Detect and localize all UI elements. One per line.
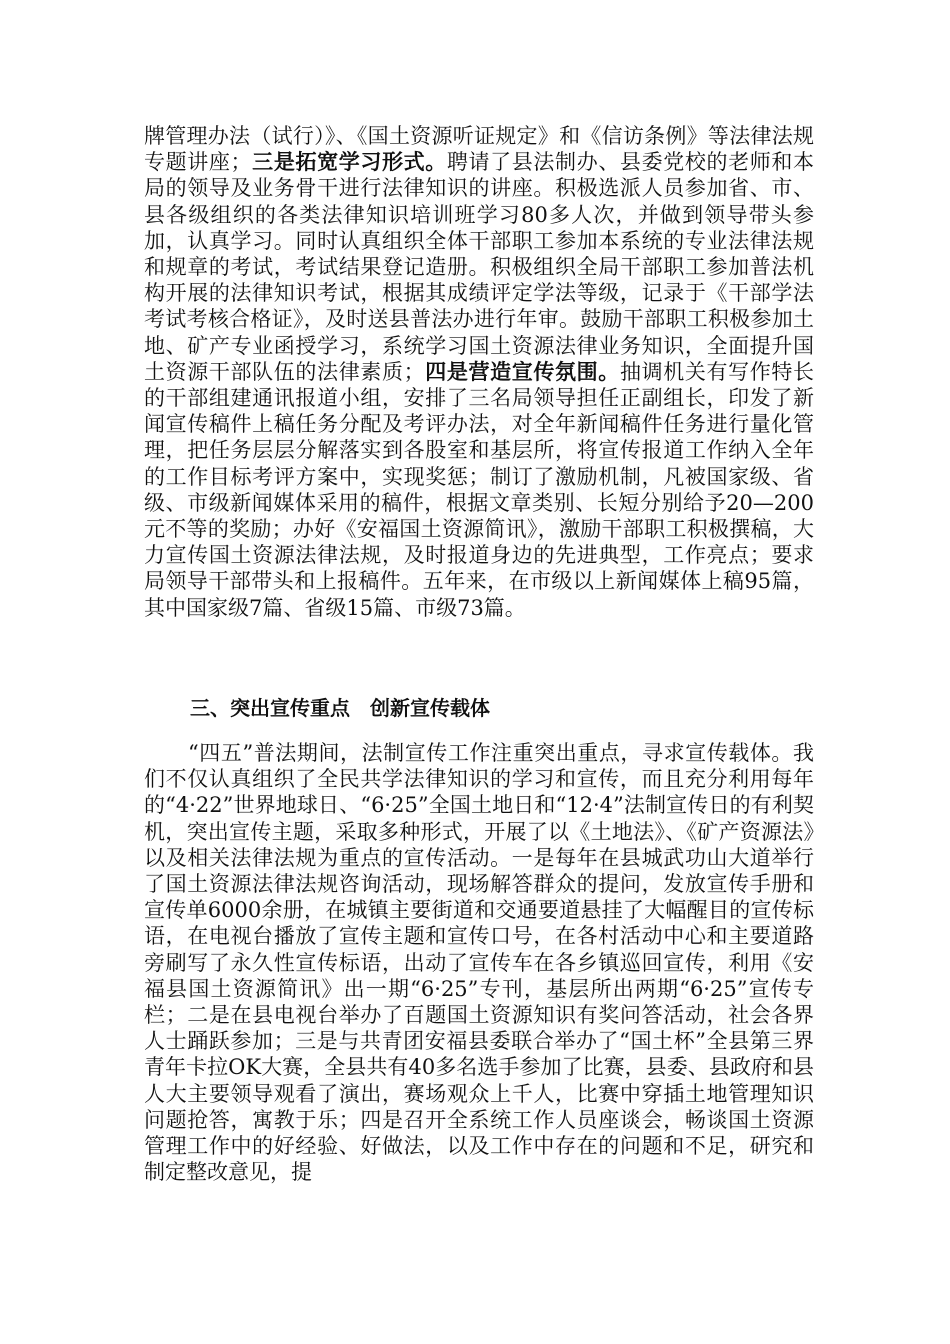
paragraph-text: 抽调机关有写作特长的干部组建通讯报道小组，安排了三名局领导担任正副组长，印发了新闻宣传稿件上稿任务分配及考评办法，对全年新闻稿件任务进行量化管理，把任务层层分解落实到各股室和基层所，将宣传报道工作纳入全年的工作目标考评方案中，实现奖惩；制订了激励机制，凡被国家级、省级、市级新闻媒体采用的稿件，根据文章类别、长短分别给予20—200元不等的奖励；办好《安福国土资源简讯》，激励干部职工积极撰稿，大力宣传国土资源法律法规，及时报道身边的先进典型，工作亮点；要求局领导干部带头和上报稿件。五年来，在市级以上新闻媒体上稿95篇，其中国家级7篇、省级15篇、市级73篇。 bbox=[144, 359, 815, 620]
bold-point-heading: 四是营造宣传氛围。 bbox=[424, 358, 620, 384]
body-paragraph: “四五”普法期间，法制宣传工作注重突出重点，寻求宣传载体。我们不仅认真组织了全民共学法律知识的学习和宣传，而且充分利用每年的“4·22”世界地球日、“6·25”全国土地日和“12·4”法制宣传日的有利契机，突出宣传主题，采取多种形式，开展了以《土地法》、《矿产资源法》以及相关法律法规为重点的宣传活动。一是每年在县城武功山大道举行了国土资源法律法规咨询活动，现场解答群众的提问，发放宣传手册和宣传单6000余册，在城镇主要街道和交通要道悬挂了大幅醒目的宣传标语，在电视台播放了宣传主题和宣传口号，在各村活动中心和主要道路旁刷写了永久性宣传标语，出动了宣传车在各乡镇巡回宣传，利用《安福县国土资源简讯》出一期“6·25”专刊，基层所出两期“6·25”宣传专栏；二是在县电视台举办了百题国土资源知识有奖问答活动，社会各界人士踊跃参加；三是与共青团安福县委联合举办了“国土杯”全县第三界青年卡拉OK大赛，全县共有40多名选手参加了比赛，县委、县政府和县人大主要领导观看了演出，赛场观众上千人，比赛中穿插土地管理知识问题抢答，寓教于乐；四是召开全系统工作人员座谈会，畅谈国土资源管理工作中的好经验、好做法，以及工作中存在的问题和不足，研究和制定整改意见，提 bbox=[144, 741, 814, 1185]
body-paragraph bbox=[144, 123, 814, 621]
bold-point-heading: 三是拓宽学习形式。 bbox=[251, 149, 447, 175]
paragraph-text: 牌管理办法（试行）》、《国土资源听证规定》和《信访条例》等法律法规专题讲座； bbox=[144, 124, 814, 175]
section-heading: 三、突出宣传重点 创新宣传载体 bbox=[190, 696, 490, 720]
paragraph-text: 聘请了县法制办、县委党校的老师和本局的领导及业务骨干进行法律知识的讲座。积极选派人员参加省、市、县各级组织的各类法律知识培训班学习80多人次，并做到领导带头参加，认真学习。同时认真组织全体干部职工参加本系统的专业法律法规和规章的考试，考试结果登记造册。积极组织全局干部职工参加普法机构开展的法律知识考试，根据其成绩评定学法等级，记录于《干部学法考试考核合格证》，及时送县普法办进行年审。鼓励干部职工积极参加土地、矿产专业函授学习，系统学习国土资源法律业务知识，全面提升国土资源干部队伍的法律素质； bbox=[144, 150, 815, 384]
